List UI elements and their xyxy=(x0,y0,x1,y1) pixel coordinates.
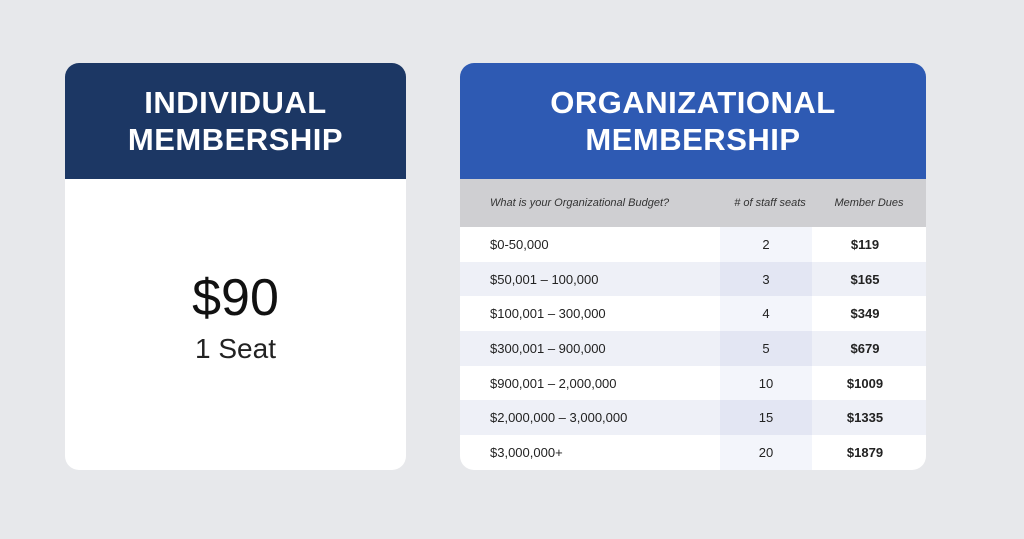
organizational-title-line2: MEMBERSHIP xyxy=(585,122,801,157)
table-row xyxy=(460,400,926,435)
dues-cell: $349 xyxy=(850,306,880,322)
organizational-membership-card xyxy=(460,63,926,470)
individual-membership-card xyxy=(65,63,406,470)
budget-cell: $300,001 – 900,000 xyxy=(490,340,606,356)
table-row xyxy=(460,331,926,366)
individual-card-title xyxy=(128,84,343,158)
seats-cell: 5 xyxy=(720,331,812,366)
organizational-title-line1: ORGANIZATIONAL xyxy=(550,85,836,120)
seats-cell: 10 xyxy=(720,366,812,401)
budget-cell: $2,000,000 – 3,000,000 xyxy=(490,410,628,426)
seats-cell: 3 xyxy=(720,262,812,297)
dues-table-body xyxy=(460,227,926,470)
organizational-card-title xyxy=(550,84,835,158)
dues-table-header xyxy=(460,179,926,227)
table-row xyxy=(460,262,926,297)
individual-title-line1: INDIVIDUAL xyxy=(144,85,327,120)
table-row xyxy=(460,296,926,331)
budget-cell: $100,001 – 300,000 xyxy=(490,306,606,322)
dues-cell: $1879 xyxy=(846,444,884,460)
column-header-dues: Member Dues xyxy=(834,197,904,209)
seats-cell: 20 xyxy=(720,435,812,470)
dues-cell: $165 xyxy=(850,271,880,287)
column-header-seats: # of staff seats xyxy=(734,197,806,209)
individual-title-line2: MEMBERSHIP xyxy=(127,122,344,157)
budget-cell: $50,001 – 100,000 xyxy=(490,271,599,287)
seats-cell: 4 xyxy=(720,296,812,331)
organizational-card-header xyxy=(460,63,926,179)
individual-card-body xyxy=(65,179,406,470)
budget-cell: $900,001 – 2,000,000 xyxy=(490,375,617,391)
dues-cell: $679 xyxy=(850,340,880,356)
table-row xyxy=(460,227,926,262)
dues-cell: $119 xyxy=(850,236,880,252)
budget-cell: $3,000,000+ xyxy=(490,444,563,460)
table-row xyxy=(460,435,926,470)
seats-cell: 2 xyxy=(720,227,812,262)
individual-seat-count: 1 Seat xyxy=(195,332,276,364)
column-header-budget: What is your Organizational Budget? xyxy=(490,197,670,209)
seats-cell: 15 xyxy=(720,400,812,435)
individual-card-header xyxy=(65,63,406,179)
individual-price: $90 xyxy=(192,268,279,327)
dues-cell: $1335 xyxy=(846,410,884,426)
budget-cell: $0-50,000 xyxy=(490,236,549,252)
table-row xyxy=(460,366,926,401)
dues-cell: $1009 xyxy=(846,375,884,391)
